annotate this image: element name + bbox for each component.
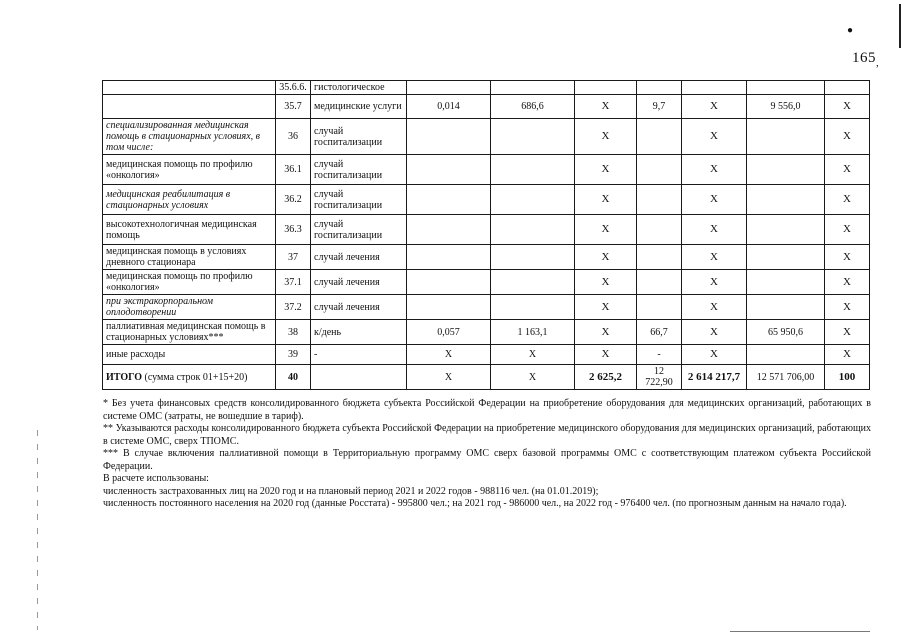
cell-col6 xyxy=(637,185,682,215)
row-name: медицинская помощь по профилю «онкология» xyxy=(103,155,276,185)
cell-col5: X xyxy=(575,245,637,270)
row-code: 36.2 xyxy=(276,185,311,215)
row-unit: - xyxy=(311,345,407,365)
cell-cost xyxy=(491,215,575,245)
row-code: 40 xyxy=(276,365,311,390)
footnote-1: * Без учета финансовых средств консолидированного бюджета субъекта Российской Федерации на приобретение оборудования для медицинских организаций, работающих в системе ОМС (затраты, не вошедшие в тариф). xyxy=(103,398,871,422)
cell-col8 xyxy=(747,155,825,185)
cell-col9: X xyxy=(825,295,870,320)
cell-cost: X xyxy=(491,345,575,365)
cell-col7: 2 614 217,7 xyxy=(682,365,747,390)
row-code: 36.1 xyxy=(276,155,311,185)
scan-dot: ● xyxy=(847,25,854,36)
table-row xyxy=(103,345,870,365)
cell-volume xyxy=(407,215,491,245)
row-code: 37 xyxy=(276,245,311,270)
cell-col7: X xyxy=(682,245,747,270)
row-name: специализированная медицинская помощь в стационарных условиях, в том числе: xyxy=(103,119,276,155)
financing-table xyxy=(102,80,870,390)
row-unit: случай лечения xyxy=(311,270,407,295)
table-row xyxy=(103,245,870,270)
row-unit: случай госпитализации xyxy=(311,215,407,245)
cell-col9: X xyxy=(825,119,870,155)
cell-cost xyxy=(491,270,575,295)
cell-col5: X xyxy=(575,155,637,185)
cell-volume xyxy=(407,245,491,270)
row-code: 38 xyxy=(276,320,311,345)
cell-col8 xyxy=(747,215,825,245)
footnotes xyxy=(103,398,871,511)
cell-col9: X xyxy=(825,185,870,215)
cell-col7 xyxy=(682,81,747,95)
cell-volume: X xyxy=(407,365,491,390)
row-unit: случай госпитализации xyxy=(311,119,407,155)
cell-col6: - xyxy=(637,345,682,365)
cell-col8: 65 950,6 xyxy=(747,320,825,345)
cell-col9: X xyxy=(825,320,870,345)
cell-col6: 9,7 xyxy=(637,95,682,119)
cell-col7: X xyxy=(682,345,747,365)
cell-volume xyxy=(407,295,491,320)
cell-col9: X xyxy=(825,95,870,119)
cell-col7: X xyxy=(682,185,747,215)
table-row xyxy=(103,320,870,345)
cell-col9: X xyxy=(825,215,870,245)
cell-col6 xyxy=(637,295,682,320)
footnote-2: ** Указываются расходы консолидированного бюджета субъекта Российской Федерации на приобретение медицинского оборудования для медицинских организаций, работающих в системе ОМС, сверх ТПОМС. xyxy=(103,423,871,447)
cell-col8 xyxy=(747,245,825,270)
page-number: 165 xyxy=(852,50,876,66)
cell-col5: X xyxy=(575,185,637,215)
cell-col5 xyxy=(575,81,637,95)
row-name: паллиативная медицинская помощь в стационарных условиях*** xyxy=(103,320,276,345)
row-name: высокотехнологичная медицинская помощь xyxy=(103,215,276,245)
cell-volume xyxy=(407,270,491,295)
cell-cost: 1 163,1 xyxy=(491,320,575,345)
cell-col7: X xyxy=(682,295,747,320)
cell-col6 xyxy=(637,245,682,270)
table-row xyxy=(103,295,870,320)
cell-cost xyxy=(491,119,575,155)
cell-col8 xyxy=(747,185,825,215)
cell-col8: 9 556,0 xyxy=(747,95,825,119)
cell-col7: X xyxy=(682,270,747,295)
cell-col6 xyxy=(637,155,682,185)
cell-col5: X xyxy=(575,95,637,119)
cell-col7: X xyxy=(682,155,747,185)
cell-col8 xyxy=(747,270,825,295)
cell-col5: X xyxy=(575,320,637,345)
cell-volume xyxy=(407,155,491,185)
cell-col8 xyxy=(747,295,825,320)
cell-col6 xyxy=(637,119,682,155)
cell-col7: X xyxy=(682,95,747,119)
population-count: численность постоянного населения на 2020 год (данные Росстата) - 995800 чел.; на 2021 год - 986000 чел., на 2022 год - 976400 чел. (по прогнозным данным на начало года). xyxy=(103,498,847,509)
table-body xyxy=(103,81,870,390)
row-name: ИТОГО (сумма строк 01+15+20) xyxy=(103,365,276,390)
cell-col6: 66,7 xyxy=(637,320,682,345)
cell-cost xyxy=(491,245,575,270)
insured-count: численность застрахованных лиц на 2020 год и на плановый период 2021 и 2022 годов - 988116 чел. (на 01.01.2019); xyxy=(103,485,599,497)
cell-cost: 686,6 xyxy=(491,95,575,119)
table-row xyxy=(103,185,870,215)
cell-col5: X xyxy=(575,295,637,320)
row-unit: случай госпитализации xyxy=(311,155,407,185)
row-code: 36.3 xyxy=(276,215,311,245)
row-unit: медицинские услуги xyxy=(311,95,407,119)
cell-volume: 0,057 xyxy=(407,320,491,345)
row-unit xyxy=(311,365,407,390)
row-code: 39 xyxy=(276,345,311,365)
cell-cost xyxy=(491,185,575,215)
cell-cost xyxy=(491,295,575,320)
cell-cost: X xyxy=(491,365,575,390)
cell-volume: X xyxy=(407,345,491,365)
row-unit: к/день xyxy=(311,320,407,345)
cell-cost xyxy=(491,155,575,185)
row-code: 35.6.6. xyxy=(276,81,311,95)
table-row xyxy=(103,270,870,295)
cell-col7: X xyxy=(682,320,747,345)
cell-col5: X xyxy=(575,345,637,365)
row-code: 37.2 xyxy=(276,295,311,320)
cell-col6 xyxy=(637,81,682,95)
cell-volume xyxy=(407,119,491,155)
cell-col8 xyxy=(747,345,825,365)
table-row xyxy=(103,155,870,185)
row-code: 36 xyxy=(276,119,311,155)
table-row xyxy=(103,215,870,245)
cell-col6: 12 722,90 xyxy=(637,365,682,390)
row-name: медицинская помощь в условиях дневного стационара xyxy=(103,245,276,270)
row-unit: гистологическое xyxy=(311,81,407,95)
row-unit: случай лечения xyxy=(311,245,407,270)
bottom-rule xyxy=(730,631,870,632)
cell-col5: 2 625,2 xyxy=(575,365,637,390)
row-name xyxy=(103,81,276,95)
cell-col9: X xyxy=(825,270,870,295)
cell-cost xyxy=(491,81,575,95)
calc-heading: В расчете использованы: xyxy=(103,473,209,484)
row-unit: случай лечения xyxy=(311,295,407,320)
cell-col6 xyxy=(637,270,682,295)
table-row xyxy=(103,95,870,119)
row-name: медицинская помощь по профилю «онкология» xyxy=(103,270,276,295)
cell-col9: 100 xyxy=(825,365,870,390)
cell-col9: X xyxy=(825,345,870,365)
cell-volume: 0,014 xyxy=(407,95,491,119)
row-code: 37.1 xyxy=(276,270,311,295)
cell-col9: X xyxy=(825,155,870,185)
row-name: при экстракорпоральном оплодотворении xyxy=(103,295,276,320)
table-row xyxy=(103,81,870,95)
scan-artifact xyxy=(37,430,38,630)
cell-col9 xyxy=(825,81,870,95)
cell-volume xyxy=(407,81,491,95)
cell-col5: X xyxy=(575,119,637,155)
table-row xyxy=(103,119,870,155)
cell-col7: X xyxy=(682,215,747,245)
scan-edge-mark xyxy=(899,4,901,48)
row-unit: случай госпитализации xyxy=(311,185,407,215)
cell-col8: 12 571 706,00 xyxy=(747,365,825,390)
footnote-3: *** В случае включения паллиативной помощи в Территориальную программу ОМС сверх базовой программы ОМС с соответствующим платежом субъекта Российской Федерации. xyxy=(103,448,871,472)
row-code: 35.7 xyxy=(276,95,311,119)
cell-col9: X xyxy=(825,245,870,270)
scan-tick: , xyxy=(876,57,879,69)
cell-col8 xyxy=(747,81,825,95)
cell-col5: X xyxy=(575,215,637,245)
cell-col8 xyxy=(747,119,825,155)
row-name: иные расходы xyxy=(103,345,276,365)
cell-col6 xyxy=(637,215,682,245)
cell-volume xyxy=(407,185,491,215)
row-name xyxy=(103,95,276,119)
row-name: медицинская реабилитация в стационарных условиях xyxy=(103,185,276,215)
cell-col5: X xyxy=(575,270,637,295)
table-row xyxy=(103,365,870,390)
cell-col7: X xyxy=(682,119,747,155)
